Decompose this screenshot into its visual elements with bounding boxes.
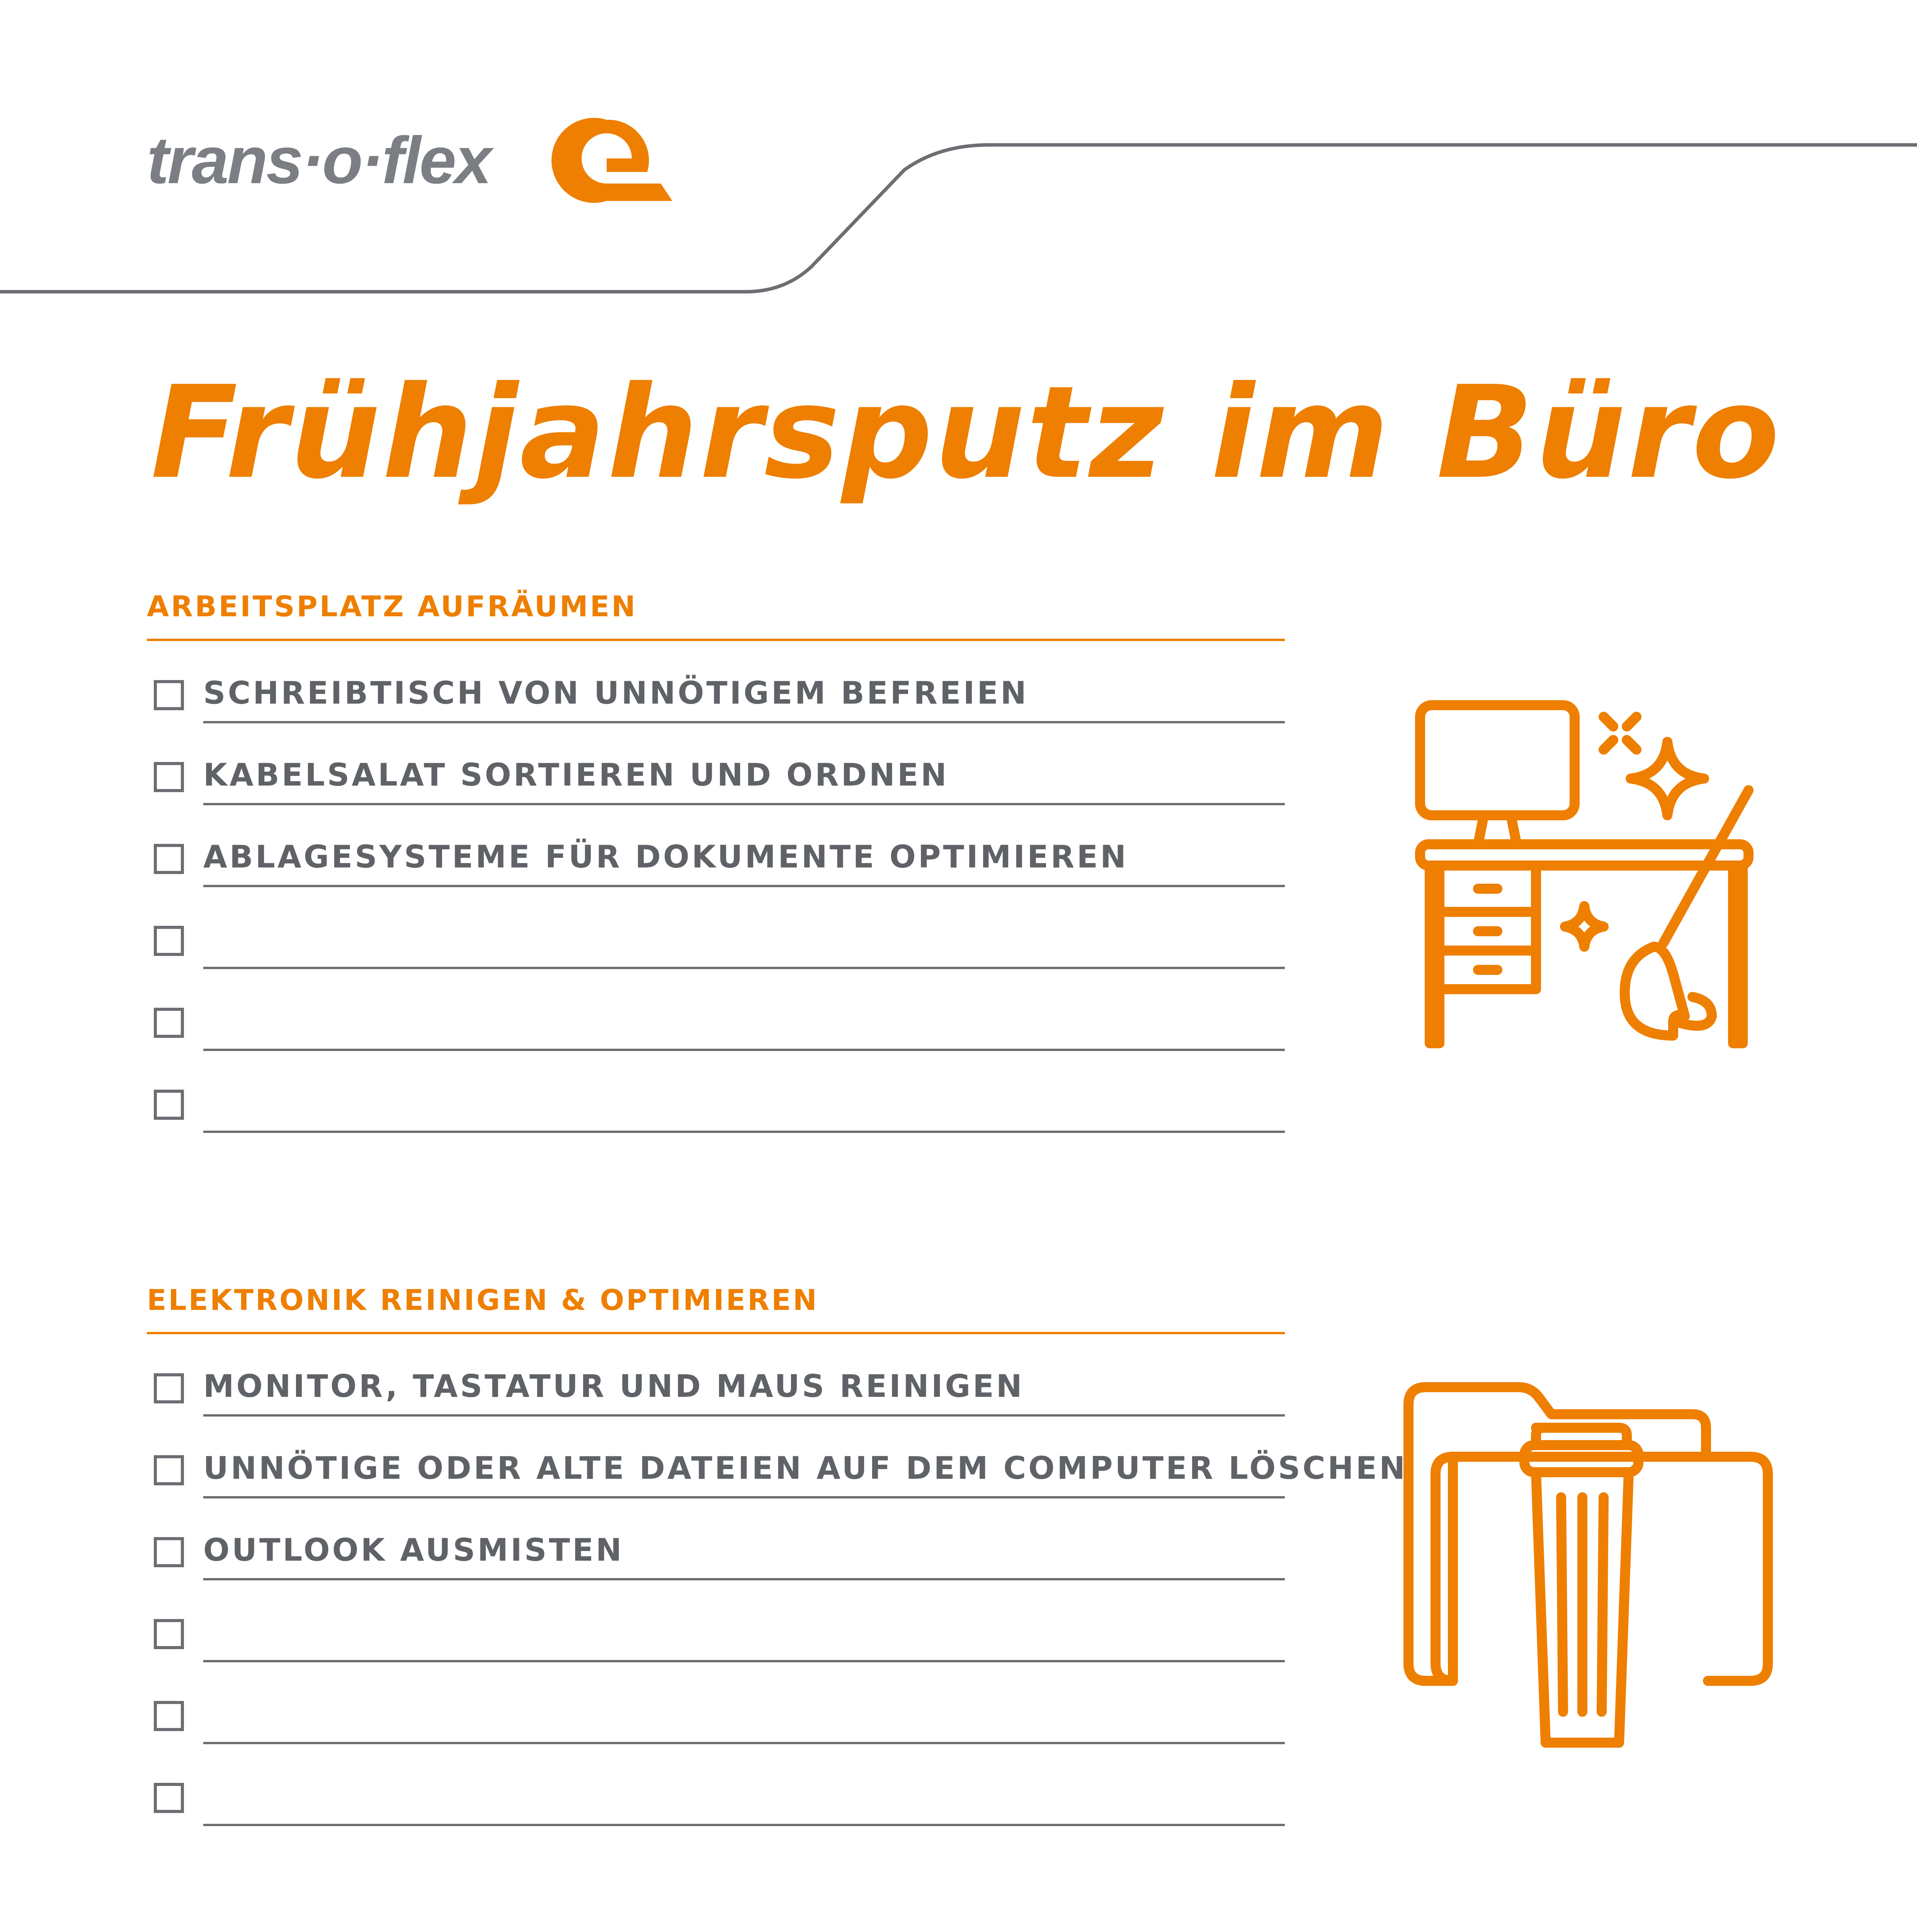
checkbox[interactable] [154,1783,184,1813]
checkbox[interactable] [154,1537,184,1567]
checkbox[interactable] [154,844,184,874]
writing-line [203,885,1285,887]
checklist-item [154,1596,1285,1650]
checkbox[interactable] [154,1455,184,1485]
brand-logo [147,116,680,205]
checklist-item [154,739,1285,793]
checkbox[interactable] [154,680,184,710]
brand-logo-mark-icon [549,116,680,205]
checklist-item-label: MONITOR, TASTATUR UND MAUS REINIGEN [203,1368,1024,1404]
checkbox[interactable] [154,762,184,792]
checklist-item [154,1432,1408,1486]
folder-trash-icon [1399,1379,1778,1758]
checklist-item-label: OUTLOOK AUSMISTEN [203,1532,624,1568]
writing-line [203,1049,1285,1051]
section-rule [147,1332,1285,1334]
checklist-item-label: UNNÖTIGE ODER ALTE DATEIEN AUF DEM COMPUTER LÖSCHEN [203,1450,1408,1486]
checklist-item [154,985,1285,1039]
section-rule [147,639,1285,641]
checklist-item [154,903,1285,957]
page-title: Frühjahrsputz im Büro [151,359,1781,507]
checklist-item-label: KABELSALAT SORTIEREN UND ORDNEN [203,757,949,793]
writing-line [203,1496,1285,1498]
checklist-item [154,1760,1285,1814]
writing-line [203,721,1285,723]
checkbox[interactable] [154,1373,184,1403]
writing-line [203,1742,1285,1744]
checklist-item [154,1066,1285,1121]
checkbox[interactable] [154,926,184,956]
section-title-electronics: ELEKTRONIK REINIGEN & OPTIMIEREN [147,1284,819,1317]
checkbox[interactable] [154,1090,184,1120]
checkbox[interactable] [154,1701,184,1731]
checklist-item [154,821,1285,875]
checklist-item-label: SCHREIBTISCH VON UNNÖTIGEM BEFREIEN [203,675,1029,711]
checklist-item [154,1514,1285,1568]
checklist-item-label: ABLAGESYSTEME FÜR DOKUMENTE OPTIMIEREN [203,839,1129,875]
writing-line [203,803,1285,805]
checkbox[interactable] [154,1008,184,1038]
writing-line [203,1131,1285,1133]
checklist-item [154,1678,1285,1732]
section-title-workplace: ARBEITSPLATZ AUFRÄUMEN [147,590,638,623]
writing-line [203,1824,1285,1826]
checklist-item [154,1350,1285,1404]
checklist-item [154,657,1285,711]
checkbox[interactable] [154,1619,184,1649]
writing-line [203,967,1285,969]
writing-line [203,1578,1285,1580]
brand-logo-wordmark: trans·o·flex [147,123,490,197]
writing-line [203,1660,1285,1662]
desk-broom-icon [1407,696,1762,1051]
writing-line [203,1414,1285,1417]
